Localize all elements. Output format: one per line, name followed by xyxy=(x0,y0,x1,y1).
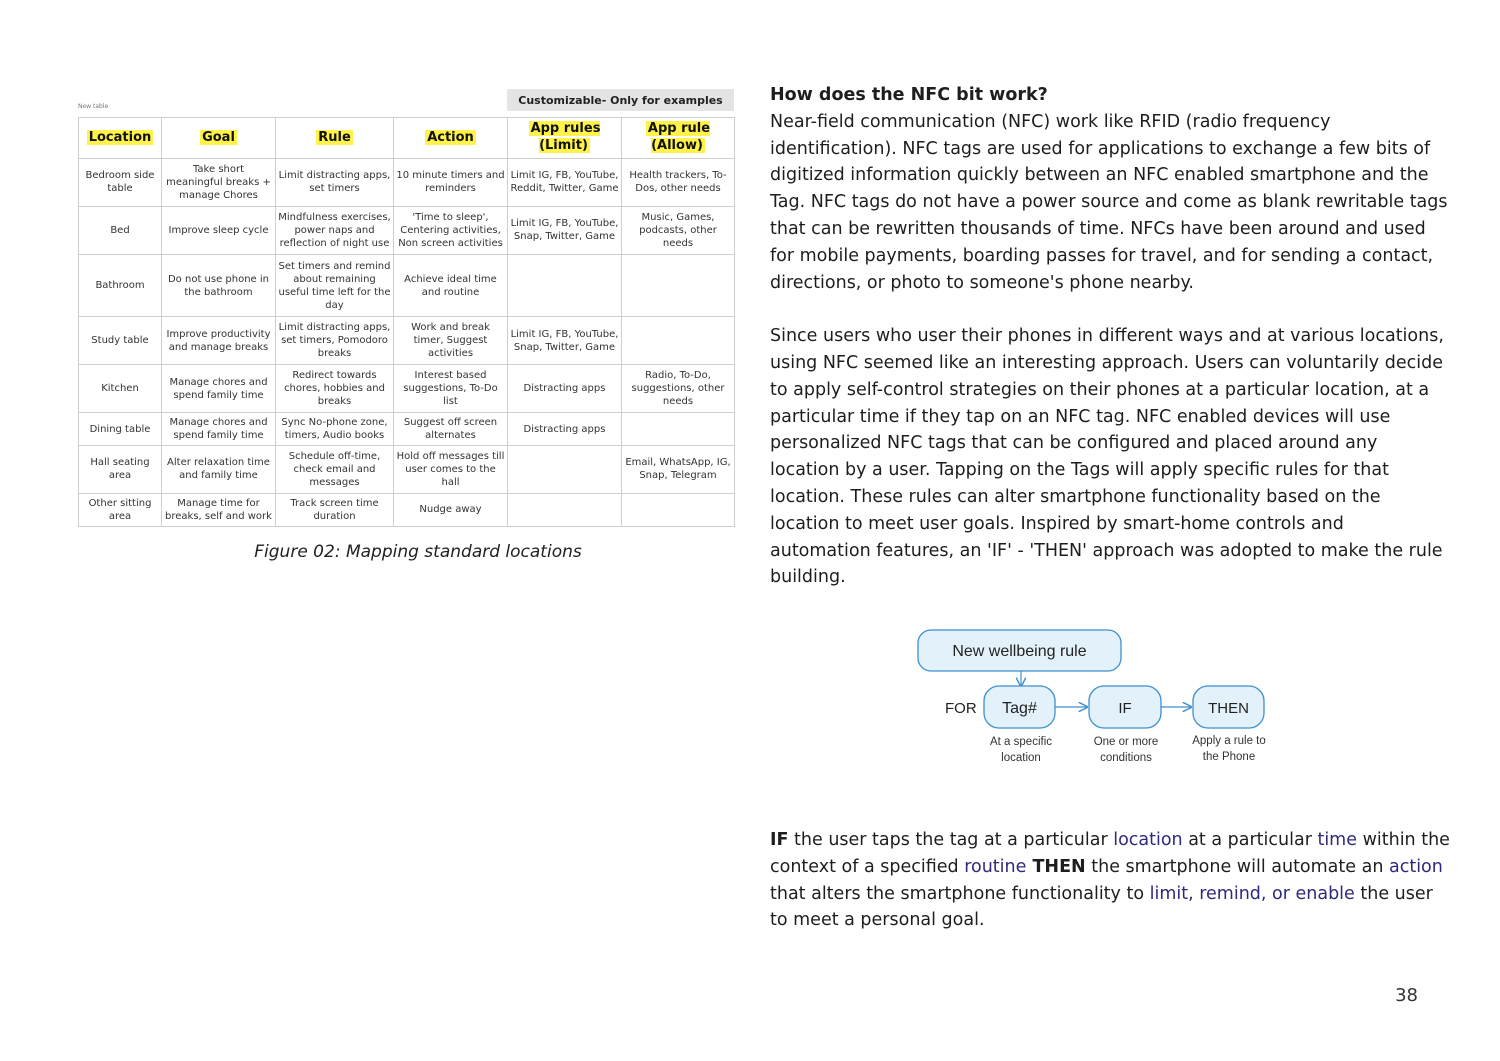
table-cell: 'Time to sleep', Centering activities, Non screen activities xyxy=(394,206,508,254)
table-cell: Distracting apps xyxy=(508,413,622,446)
keyword-time: time xyxy=(1317,830,1357,850)
table-header-cell xyxy=(79,118,162,159)
table-cell: Bedroom side table xyxy=(79,159,162,207)
section-heading: How does the NFC bit work? xyxy=(770,85,1048,105)
table-header-label: App rules (Limit) xyxy=(530,121,601,153)
table-header-cell xyxy=(394,118,508,159)
table-cell xyxy=(622,493,735,526)
for-label: FOR xyxy=(945,700,977,717)
page-number: 38 xyxy=(1395,985,1418,1006)
table-row xyxy=(79,413,735,446)
table-cell: Schedule off-time, check email and messages xyxy=(276,446,394,494)
table-cell: Health trackers, To-Dos, other needs xyxy=(622,159,735,207)
summary-text-4: the smartphone will automate an xyxy=(1085,856,1389,877)
keyword-routine: routine xyxy=(964,856,1027,877)
tag-label: Tag# xyxy=(1002,700,1037,717)
if-caption-line1: One or more xyxy=(1093,736,1159,748)
table-header-label: Rule xyxy=(318,129,351,145)
table-row xyxy=(79,317,735,365)
customizable-banner: Customizable- Only for examples xyxy=(507,89,734,111)
summary-text-1: the user taps the tag at a particular xyxy=(788,830,1114,850)
table-cell xyxy=(622,254,735,317)
table-cell: Interest based suggestions, To-Do list xyxy=(394,365,508,413)
table-header-cell xyxy=(508,118,622,159)
table-row xyxy=(79,446,735,494)
paragraph-nfc-intro: Near-field communication (NFC) work like RFID (radio frequency identification). NFC tags are used for applications to exchange a few bits of digitized information quickly between an NFC enabled smartphone and the Tag. NFC tags do not have a power source and come as blank rewritable tags that can be rewritten thousands of time. NFCs have been around and used for mobile payments, boarding passes for travel, and for sending a contact, directions, or photo to someone's phone nearby. xyxy=(770,111,1448,293)
table-cell: 10 minute timers and reminders xyxy=(394,159,508,207)
table-cell: Track screen time duration xyxy=(276,493,394,526)
then-keyword: THEN xyxy=(1026,856,1086,877)
table-cell: Do not use phone in the bathroom xyxy=(162,254,276,317)
table-header-row xyxy=(79,118,735,159)
table-row xyxy=(79,159,735,207)
table-cell: Take short meaningful breaks + manage Chores xyxy=(162,159,276,207)
table-cell: Radio, To-Do, suggestions, other needs xyxy=(622,365,735,413)
table-cell xyxy=(508,254,622,317)
table-header-label: Location xyxy=(88,129,152,145)
paragraph-nfc-approach: Since users who user their phones in different ways and at various locations, using NFC seemed like an interesting approach. Users can voluntarily decide to apply self-control strategies on their phones at a particular location, at a particular time if they tap on an NFC tag. NFC enabled devices will use personalized NFC tags that can be configured and placed around any location by a user. Tapping on the Tags will apply specific rules for that location. These rules can alter smartphone functionality based on the location to meet user goals. Inspired by smart-home controls and automation features, an 'IF' - 'THEN' approach was adopted to make the rule building. xyxy=(770,326,1444,588)
then-label: THEN xyxy=(1208,700,1249,717)
table-cell: Improve productivity and manage breaks xyxy=(162,317,276,365)
table-cell: Sync No-phone zone, timers, Audio books xyxy=(276,413,394,446)
nfc-explanation xyxy=(770,82,1450,591)
table-cell: Suggest off screen alternates xyxy=(394,413,508,446)
table-cell: Kitchen xyxy=(79,365,162,413)
table-cell: Work and break timer, Suggest activities xyxy=(394,317,508,365)
table-cell: Alter relaxation time and family time xyxy=(162,446,276,494)
table-cell: Hold off messages till user comes to the hall xyxy=(394,446,508,494)
tag-caption-line2: location xyxy=(1001,752,1041,764)
table-cell xyxy=(622,317,735,365)
table-cell: Limit IG, FB, YouTube, Snap, Twitter, Game xyxy=(508,206,622,254)
table-cell: Limit distracting apps, set timers, Pomodoro breaks xyxy=(276,317,394,365)
table-cell: Redirect towards chores, hobbies and breaks xyxy=(276,365,394,413)
table-cell: Manage chores and spend family time xyxy=(162,413,276,446)
if-caption-line2: conditions xyxy=(1100,752,1152,764)
table-cell: Limit IG, FB, YouTube, Reddit, Twitter, Game xyxy=(508,159,622,207)
table-row xyxy=(79,365,735,413)
new-rule-label: New wellbeing rule xyxy=(952,643,1087,660)
table-header-label: App rule (Allow) xyxy=(647,121,711,153)
table-cell: Manage chores and spend family time xyxy=(162,365,276,413)
table-cell xyxy=(508,446,622,494)
then-caption-line2: the Phone xyxy=(1202,751,1256,763)
summary-text-2: at a particular xyxy=(1182,830,1318,850)
figure-caption: Figure 02: Mapping standard locations xyxy=(254,542,582,562)
table-cell: Limit IG, FB, YouTube, Snap, Twitter, Game xyxy=(508,317,622,365)
table-cell xyxy=(508,493,622,526)
if-then-summary xyxy=(770,827,1450,934)
table-header-cell xyxy=(162,118,276,159)
summary-text-3: within the context of a specified xyxy=(770,830,1450,877)
table-cell: Limit distracting apps, set timers xyxy=(276,159,394,207)
table-cell: Bathroom xyxy=(79,254,162,317)
then-caption-line1: Apply a rule to xyxy=(1192,735,1266,747)
table-cell: Dining table xyxy=(79,413,162,446)
table-header-label: Goal xyxy=(202,129,235,145)
keyword-location: location xyxy=(1113,830,1183,850)
table-cell: Achieve ideal time and routine xyxy=(394,254,508,317)
table-cell: Improve sleep cycle xyxy=(162,206,276,254)
location-mapping-table xyxy=(78,117,735,527)
table-cell: Hall seating area xyxy=(79,446,162,494)
table-cell: Manage time for breaks, self and work xyxy=(162,493,276,526)
table-header-label: Action xyxy=(427,129,474,145)
table-cell: Mindfulness exercises, power naps and reflection of night use xyxy=(276,206,394,254)
table-cell: Email, WhatsApp, IG, Snap, Telegram xyxy=(622,446,735,494)
table-cell xyxy=(622,413,735,446)
table-cell: Music, Games, podcasts, other needs xyxy=(622,206,735,254)
keyword-action: action xyxy=(1388,856,1443,877)
table-header-cell xyxy=(276,118,394,159)
summary-text-6: the user to meet a personal goal. xyxy=(770,883,1433,931)
table-row xyxy=(79,206,735,254)
table-cell: Bed xyxy=(79,206,162,254)
table-cell: Nudge away xyxy=(394,493,508,526)
summary-text-5: that alters the smartphone functionality to xyxy=(770,883,1150,904)
rule-flow-diagram xyxy=(900,620,1300,780)
if-keyword: IF xyxy=(770,830,789,850)
keyword-limit-remind-enable: limit, remind, or enable xyxy=(1149,883,1355,904)
table-small-caption: New table xyxy=(78,103,109,110)
table-cell: Other sitting area xyxy=(79,493,162,526)
table-cell: Study table xyxy=(79,317,162,365)
table-header-cell xyxy=(622,118,735,159)
table-cell: Set timers and remind about remaining useful time left for the day xyxy=(276,254,394,317)
table-row xyxy=(79,254,735,317)
tag-caption-line1: At a specific xyxy=(990,736,1052,748)
table-cell: Distracting apps xyxy=(508,365,622,413)
if-label: IF xyxy=(1118,700,1132,717)
table-row xyxy=(79,493,735,526)
